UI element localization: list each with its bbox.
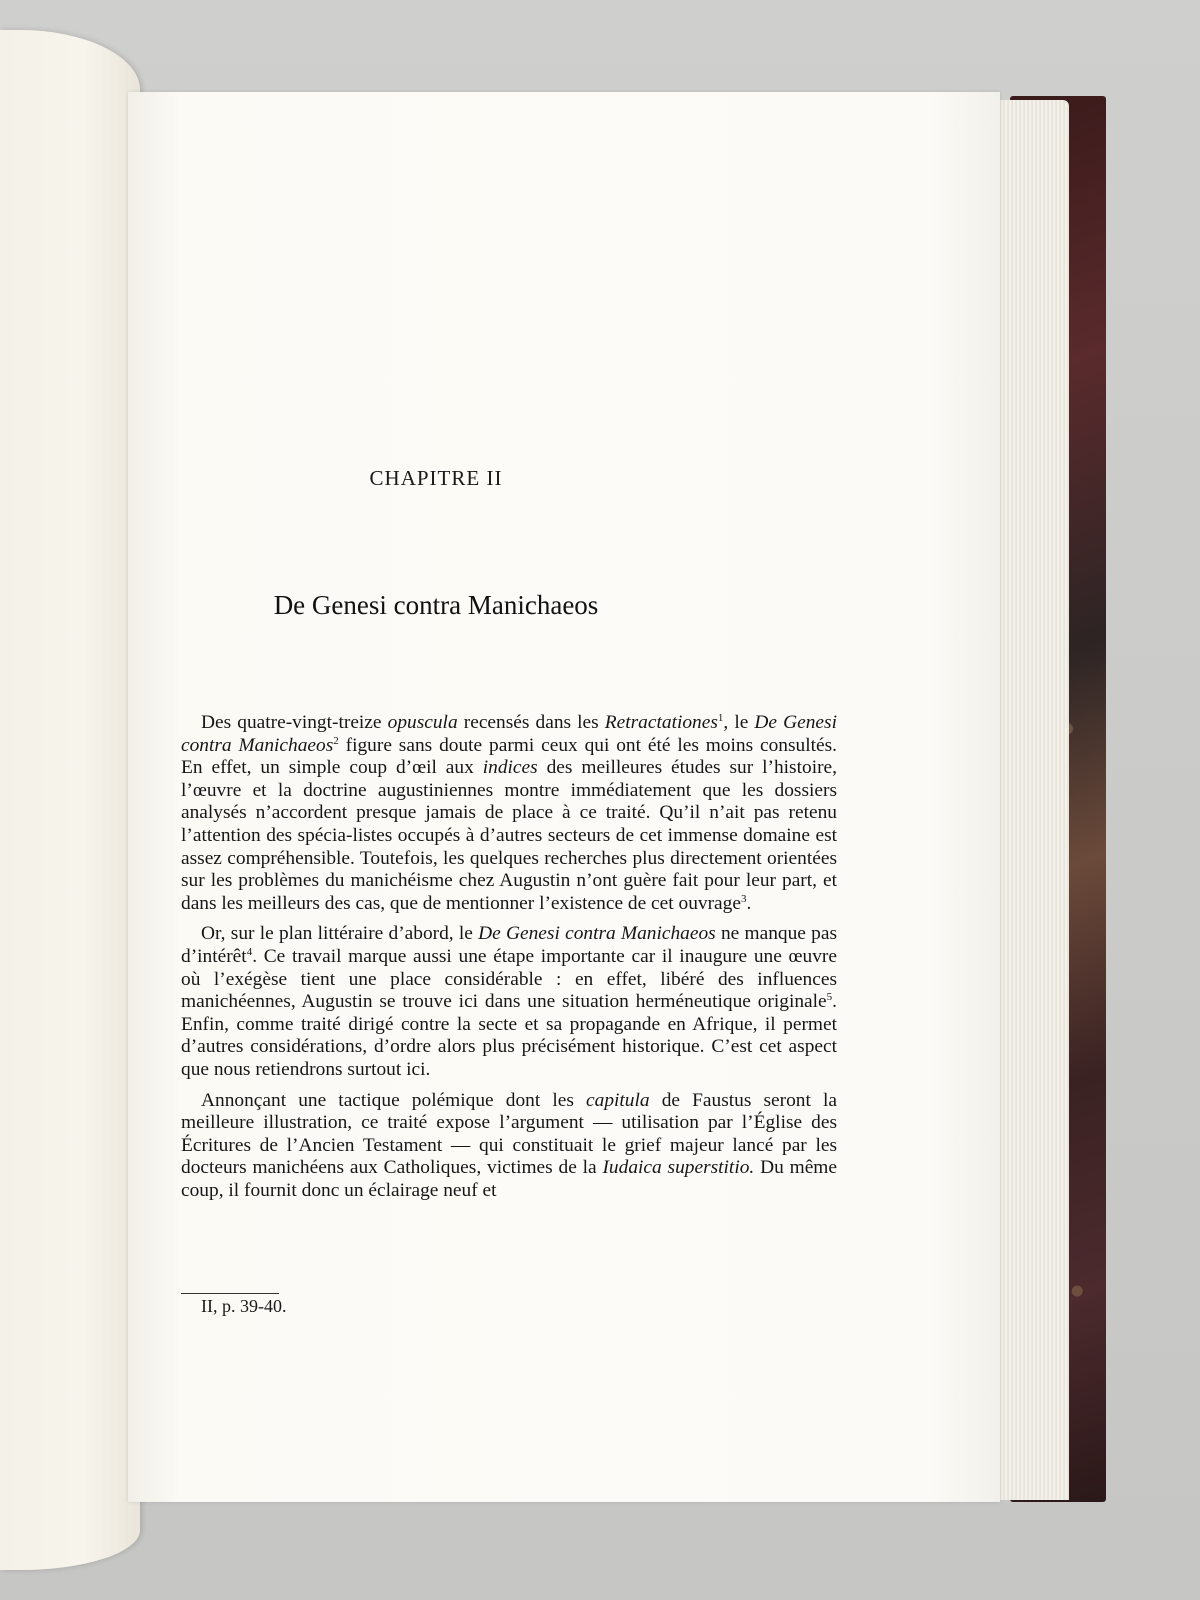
- italic-text: De Genesi contra Manichaeos: [478, 923, 716, 945]
- body-text: [181, 712, 837, 1210]
- text-run: ne manque pas d’intérêt: [181, 923, 837, 967]
- text-run: . Enfin, comme traité dirigé contre la secte et sa propagande en Afrique, il permet d’autres considérations, d’ordre alors plus précisément historique. C’est cet aspect que nous retiendrons surtout ici.: [181, 991, 837, 1080]
- paragraph: [181, 712, 837, 915]
- text-run: . Ce travail marque aussi une étape importante car il inaugure une œuvre où l’exégèse tient une place considérable : en effet, libéré des influences manichéennes, Augustin se trouve ici dans une situation herméneutique originale: [181, 945, 837, 1013]
- text-run: Des quatre-vingt-treize: [201, 712, 388, 733]
- footnote-rule: [181, 1293, 279, 1294]
- text-run: Annonçant une tactique polémique dont les: [201, 1089, 587, 1111]
- footnote-marker: 1: [717, 712, 724, 724]
- italic-text: Retractationes: [604, 712, 718, 733]
- text-run: des meilleures études sur l’histoire, l’œuvre et la doctrine augustiniennes montre immédiatement que les dossiers analysés n’accordent presque jamais de place à ce traité. Qu’il n’ait pas retenu l’attention des spécia-listes occupés à d’autres secteurs de cet immense domaine est assez compréhensible. Toutefois, les quelques recherches plus directement orientées sur les problèmes du manichéisme chez Augustin n’ont guère fait pour leur part, et dans les meilleurs des cas, que de mentionner l’existence de cet ouvrage: [181, 757, 837, 914]
- paragraph: [181, 1090, 837, 1203]
- left-page: [0, 30, 140, 1570]
- footnote: II, p. 39-40.: [201, 1296, 287, 1316]
- chapter-title: De Genesi contra Manichaeos: [273, 590, 599, 620]
- text-run: Or, sur le plan littéraire d’abord, le: [201, 923, 479, 945]
- text-run: .: [746, 892, 752, 914]
- text-run: de Faustus seront la meilleure illustration, ce traité expose l’argument — utilisation par l’Église des Écritures de l’Ancien Testament — qui constituait le grief majeur lancé par les docteurs manichéens aux Catholiques, victimes de la: [181, 1089, 837, 1179]
- italic-text: capitula: [586, 1089, 650, 1111]
- text-run: Du même coup, il fournit donc un éclairage neuf et: [181, 1157, 837, 1201]
- footnote-marker: 3: [740, 892, 747, 905]
- italic-text: opuscula: [387, 712, 458, 733]
- footnote-marker: 4: [246, 945, 253, 958]
- footnote-marker: 5: [826, 991, 833, 1004]
- italic-text: indices: [482, 757, 538, 779]
- text-run: , le: [723, 712, 755, 733]
- footnote-marker: 2: [333, 734, 339, 747]
- italic-text: De Genesi contra Manichaeos: [181, 712, 837, 756]
- chapter-heading: CHAPITRE II: [369, 466, 503, 490]
- italic-text: Iudaica superstitio.: [602, 1157, 755, 1179]
- text-run: recensés dans les: [457, 712, 605, 733]
- paragraph: [181, 923, 837, 1081]
- text-run: figure sans doute parmi ceux qui ont été les moins consultés. En effet, un simple coup d’œil aux: [181, 734, 838, 779]
